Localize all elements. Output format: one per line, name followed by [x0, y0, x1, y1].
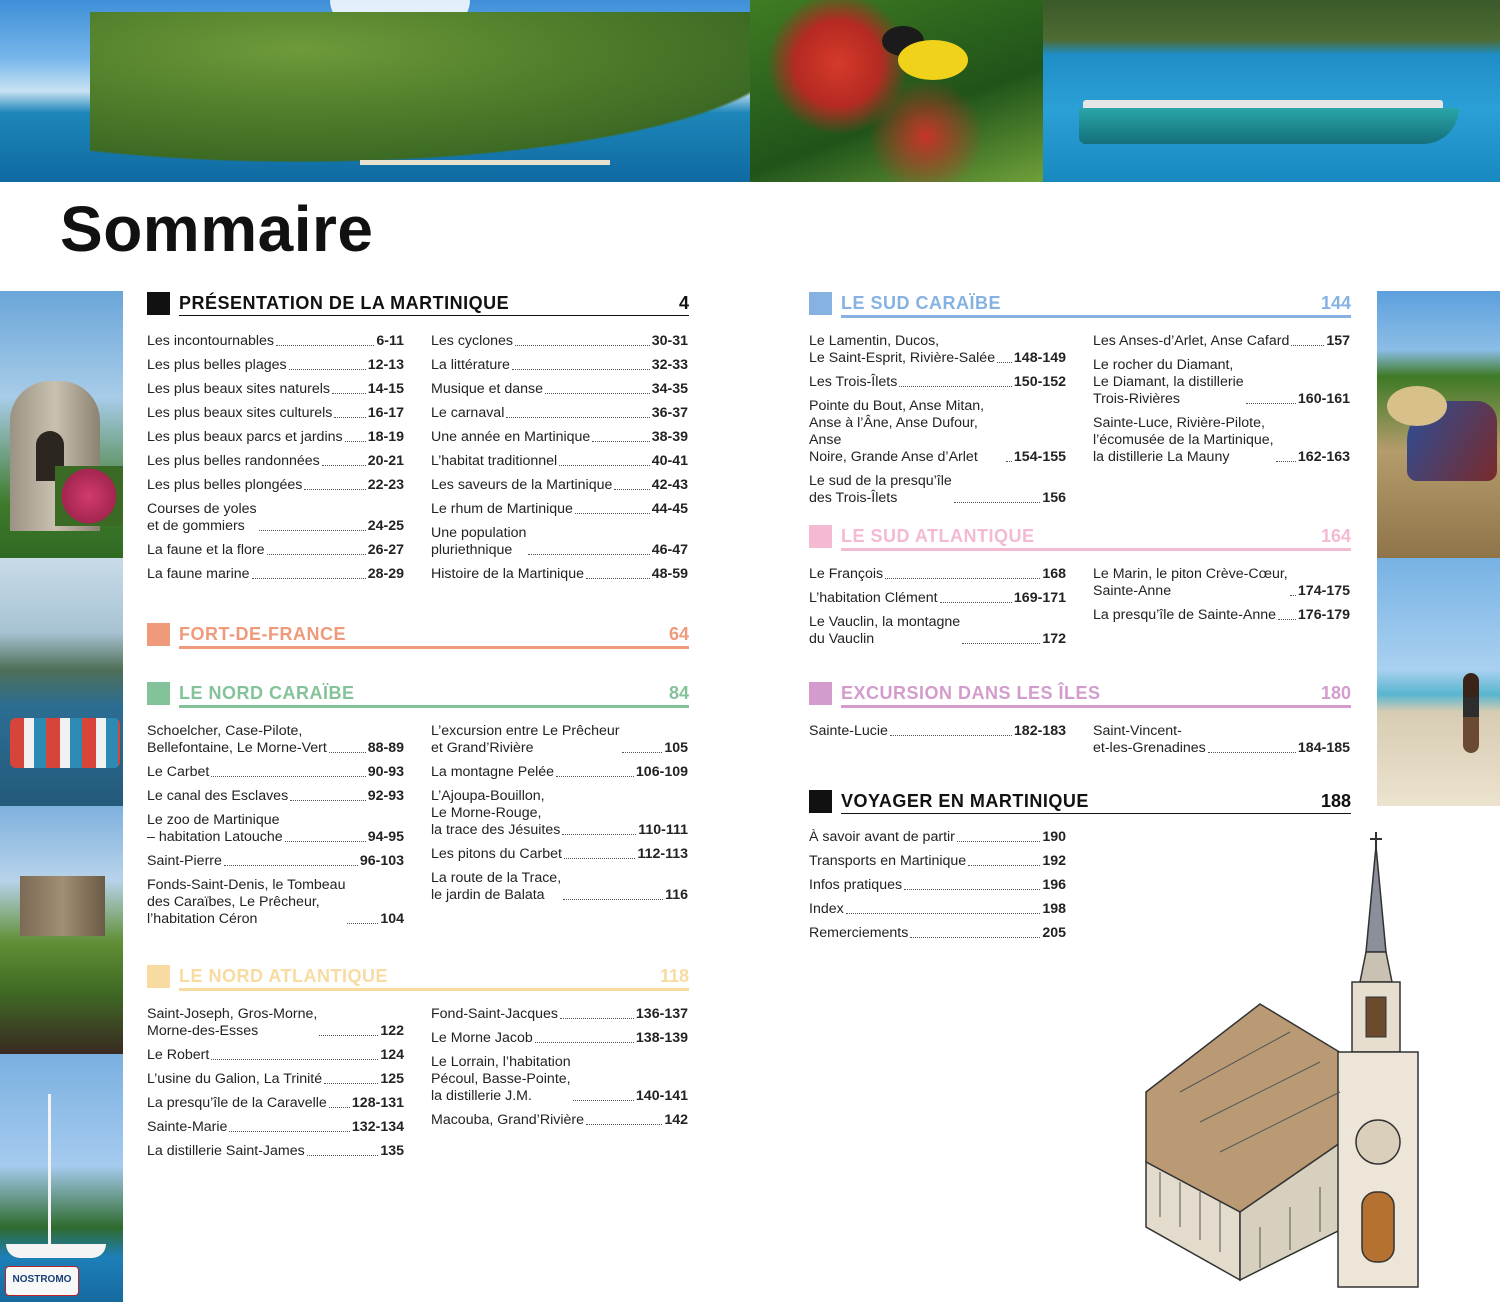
toc-entry[interactable] — [431, 405, 688, 422]
photo-ruins — [0, 806, 123, 1054]
toc-entry-title: La distillerie Saint-James — [147, 1143, 305, 1159]
toc-entry-title: L’habitat traditionnel — [431, 453, 558, 469]
toc-entry-title: À savoir avant de partir — [809, 829, 955, 845]
dot-leader — [968, 865, 1040, 866]
toc-entry-title: Le Lorrain, l’habitation Pécoul, Basse-Pointe, la distillerie J.M. — [431, 1054, 571, 1104]
toc-entry-page: 18-19 — [367, 429, 404, 445]
photo-harbor — [0, 558, 123, 806]
toc-entry[interactable] — [431, 525, 688, 559]
toc-column-excursion-right — [1093, 723, 1350, 764]
toc-entry-title: Musique et danse — [431, 381, 543, 397]
toc-entry[interactable] — [431, 357, 688, 374]
dot-leader — [1290, 595, 1296, 596]
toc-entry-page: 136-137 — [635, 1006, 688, 1022]
dot-leader — [586, 1124, 662, 1125]
dot-leader — [904, 889, 1040, 890]
toc-entry-page: 116 — [665, 887, 688, 903]
toc-entry[interactable] — [147, 812, 404, 846]
section-header-fort-de-france[interactable] — [147, 623, 689, 647]
dot-leader — [289, 369, 366, 370]
toc-entry-page: 92-93 — [367, 788, 404, 804]
toc-entry[interactable] — [431, 501, 688, 518]
toc-entry[interactable] — [147, 333, 404, 350]
photo-fishing-boat — [1043, 0, 1500, 182]
dot-leader — [345, 441, 366, 442]
section-color-square — [147, 623, 170, 646]
toc-entry-title: Fonds-Saint-Denis, le Tombeau des Caraïbes, Le Prêcheur, l’habitation Céron — [147, 877, 346, 927]
toc-entry-title: Remerciements — [809, 925, 909, 941]
dot-leader — [592, 441, 649, 442]
dot-leader — [211, 1059, 378, 1060]
toc-entry[interactable] — [809, 566, 1066, 583]
toc-entry[interactable] — [809, 333, 1066, 367]
toc-entry[interactable] — [147, 566, 404, 583]
toc-entry-title: Schoelcher, Case-Pilote, Bellefontaine, Le Morne-Vert — [147, 723, 327, 756]
section-page: 118 — [659, 966, 689, 986]
toc-entry-page: 22-23 — [367, 477, 404, 493]
toc-entry-title: Les plus beaux sites culturels — [147, 405, 333, 421]
toc-entry-page: 205 — [1042, 925, 1066, 941]
dot-leader — [515, 345, 650, 346]
dot-leader — [285, 841, 366, 842]
toc-entry-title: Les incontournables — [147, 333, 274, 349]
dot-leader — [535, 1042, 634, 1043]
dot-leader — [290, 800, 366, 801]
toc-entry-title: Pointe du Bout, Anse Mitan, Anse à l’Âne, Anse Dufour, Anse Noire, Grande Anse d’Arlet — [809, 398, 985, 465]
toc-entry-page: 125 — [380, 1071, 404, 1087]
dot-leader — [304, 489, 365, 490]
toc-entry[interactable] — [431, 870, 688, 904]
section-title: FORT-DE-FRANCE — [179, 624, 346, 644]
toc-entry-title: La littérature — [431, 357, 510, 373]
toc-entry[interactable] — [431, 1054, 688, 1105]
dot-leader — [559, 465, 649, 466]
dot-leader — [329, 1107, 350, 1108]
toc-entry-title: Les plus beaux parcs et jardins — [147, 429, 343, 445]
toc-entry[interactable] — [147, 501, 404, 535]
watermark-stamp: NOSTROMO — [5, 1266, 79, 1296]
toc-entry-page: 90-93 — [367, 764, 404, 780]
toc-column-sud-atlantique-left — [809, 566, 1066, 655]
cathedral-illustration — [1140, 832, 1460, 1292]
toc-entry-title: La presqu’île de la Caravelle — [147, 1095, 327, 1111]
dot-leader — [910, 937, 1040, 938]
toc-entry-title: Le carnaval — [431, 405, 505, 421]
toc-entry[interactable] — [147, 381, 404, 398]
toc-entry[interactable] — [809, 901, 1066, 918]
toc-entry-title: Le rocher du Diamant, Le Diamant, la distillerie Trois-Rivières — [1093, 357, 1244, 407]
section-page: 144 — [1320, 293, 1351, 313]
toc-entry[interactable] — [809, 723, 1066, 740]
toc-entry-title: Les saveurs de la Martinique — [431, 477, 613, 493]
toc-entry-page: 135 — [380, 1143, 404, 1159]
toc-entry-page: 196 — [1042, 877, 1066, 893]
toc-entry-title: La presqu’île de Sainte-Anne — [1093, 607, 1276, 623]
section-color-square — [147, 682, 170, 705]
dot-leader — [229, 1131, 349, 1132]
dot-leader — [885, 578, 1040, 579]
toc-entry-page: 16-17 — [367, 405, 404, 421]
toc-entry[interactable] — [1093, 723, 1350, 757]
toc-entry-page: 192 — [1042, 853, 1066, 869]
toc-entry-page: 112-113 — [637, 846, 688, 862]
toc-entry[interactable] — [147, 764, 404, 781]
section-page: 164 — [1320, 526, 1351, 546]
toc-entry-page: 124 — [380, 1047, 404, 1063]
toc-entry-title: Les plus belles randonnées — [147, 453, 320, 469]
toc-entry[interactable] — [1093, 607, 1350, 624]
toc-entry[interactable] — [431, 477, 688, 494]
toc-entry[interactable] — [147, 542, 404, 559]
toc-entry-page: 94-95 — [367, 829, 404, 845]
toc-entry[interactable] — [147, 1119, 404, 1136]
dot-leader — [252, 578, 366, 579]
toc-entry-page: 40-41 — [651, 453, 688, 469]
dot-leader — [329, 752, 366, 753]
toc-entry[interactable] — [431, 1112, 688, 1129]
toc-entry-title: Le François — [809, 566, 884, 582]
toc-entry-title: Les Anses-d’Arlet, Anse Cafard — [1093, 333, 1290, 349]
section-page: 188 — [1320, 791, 1351, 811]
toc-entry-page: 42-43 — [651, 477, 688, 493]
toc-entry-page: 110-111 — [638, 822, 688, 838]
toc-entry-page: 14-15 — [367, 381, 404, 397]
toc-entry-page: 174-175 — [1297, 583, 1350, 599]
toc-column-excursion-left — [809, 723, 1066, 747]
toc-entry-title: Les pitons du Carbet — [431, 846, 562, 862]
toc-entry-page: 184-185 — [1297, 740, 1350, 756]
photo-coastline-hill — [0, 0, 750, 182]
dot-leader — [940, 602, 1012, 603]
toc-entry-title: Le Morne Jacob — [431, 1030, 533, 1046]
dot-leader — [899, 386, 1012, 387]
toc-entry[interactable] — [431, 764, 688, 781]
dot-leader — [528, 554, 649, 555]
toc-entry-title: Le Vauclin, la montagne du Vauclin — [809, 614, 961, 647]
toc-entry-title: Les cyclones — [431, 333, 514, 349]
toc-entry-title: Saint-Vincent- et-les-Grenadines — [1093, 723, 1206, 756]
toc-entry-title: La route de la Trace, le jardin de Balata — [431, 870, 562, 903]
dot-leader — [1276, 461, 1296, 462]
dot-leader — [506, 417, 649, 418]
toc-entry-page: 162-163 — [1297, 449, 1350, 465]
dot-leader — [332, 393, 366, 394]
dot-leader — [319, 1035, 378, 1036]
toc-entry[interactable] — [147, 788, 404, 805]
dot-leader — [512, 369, 650, 370]
dot-leader — [962, 643, 1040, 644]
dot-leader — [322, 465, 366, 466]
dot-leader — [563, 899, 663, 900]
dot-leader — [564, 858, 636, 859]
section-header-nord-atlantique[interactable] — [147, 965, 689, 989]
toc-entry-page: 148-149 — [1013, 350, 1066, 366]
toc-column-nord-atlantique-left — [147, 1006, 404, 1167]
toc-entry-page: 142 — [664, 1112, 688, 1128]
toc-entry[interactable] — [147, 1047, 404, 1064]
dot-leader — [586, 578, 650, 579]
section-color-square — [809, 682, 832, 705]
toc-column-presentation-left — [147, 333, 404, 590]
photo-beach-walker — [1377, 558, 1500, 806]
toc-entry-page: 48-59 — [651, 566, 688, 582]
toc-entry[interactable] — [431, 566, 688, 583]
toc-entry[interactable] — [1093, 566, 1350, 600]
toc-entry-page: 156 — [1042, 490, 1066, 506]
toc-column-voyager — [809, 829, 1066, 949]
toc-entry-page: 128-131 — [351, 1095, 404, 1111]
dot-leader — [957, 841, 1040, 842]
section-color-square — [809, 790, 832, 813]
dot-leader — [259, 530, 366, 531]
toc-entry-title: Les plus belles plages — [147, 357, 287, 373]
toc-entry-page: 140-141 — [635, 1088, 688, 1104]
section-color-square — [147, 292, 170, 315]
section-title: VOYAGER EN MARTINIQUE — [841, 791, 1089, 811]
dot-leader — [276, 345, 374, 346]
toc-entry[interactable] — [431, 1030, 688, 1047]
dot-leader — [556, 776, 634, 777]
toc-entry-page: 122 — [380, 1023, 404, 1039]
toc-entry[interactable] — [147, 477, 404, 494]
toc-entry-page: 132-134 — [351, 1119, 404, 1135]
toc-entry-page: 6-11 — [376, 333, 404, 349]
toc-entry[interactable] — [809, 473, 1066, 507]
toc-entry-title: Sainte-Lucie — [809, 723, 888, 739]
toc-entry[interactable] — [147, 405, 404, 422]
toc-entry-title: Les plus beaux sites naturels — [147, 381, 330, 397]
dot-leader — [1208, 752, 1296, 753]
section-page: 180 — [1320, 683, 1351, 703]
toc-entry[interactable] — [809, 925, 1066, 942]
toc-entry-page: 104 — [380, 911, 404, 927]
toc-entry-title: Le canal des Esclaves — [147, 788, 289, 804]
toc-entry-title: L’habitation Clément — [809, 590, 938, 606]
toc-entry[interactable] — [431, 429, 688, 446]
toc-entry-title: Fond-Saint-Jacques — [431, 1006, 558, 1022]
toc-entry[interactable] — [147, 853, 404, 870]
toc-entry-title: Le zoo de Martinique – habitation Latouche — [147, 812, 283, 845]
toc-entry[interactable] — [1093, 333, 1350, 350]
toc-entry-title: Une population pluriethnique — [431, 525, 527, 558]
section-color-square — [809, 525, 832, 548]
toc-entry-page: 30-31 — [651, 333, 688, 349]
section-header-sud-atlantique[interactable] — [809, 525, 1351, 549]
section-title: PRÉSENTATION DE LA MARTINIQUE — [179, 293, 510, 313]
toc-entry[interactable] — [147, 877, 404, 928]
dot-leader — [334, 417, 365, 418]
toc-column-nord-caraibe-left — [147, 723, 404, 935]
toc-entry[interactable] — [809, 398, 1066, 466]
toc-entry-page: 105 — [664, 740, 688, 756]
toc-entry-page: 44-45 — [651, 501, 688, 517]
toc-entry-title: La faune et la flore — [147, 542, 265, 558]
toc-entry-title: Le Marin, le piton Crève-Cœur, Sainte-Anne — [1093, 566, 1288, 599]
photo-bird-flowers — [750, 0, 1043, 182]
photo-sailboat — [0, 1054, 123, 1302]
toc-entry-page: 96-103 — [359, 853, 404, 869]
dot-leader — [573, 1100, 634, 1101]
toc-entry-page: 150-152 — [1013, 374, 1066, 390]
toc-entry[interactable] — [431, 453, 688, 470]
toc-entry-title: Courses de yoles et de gommiers — [147, 501, 257, 534]
toc-entry-title: Le Robert — [147, 1047, 210, 1063]
toc-entry-page: 26-27 — [367, 542, 404, 558]
toc-entry-title: Macouba, Grand’Rivière — [431, 1112, 584, 1128]
dot-leader — [324, 1083, 378, 1084]
toc-entry-title: Transports en Martinique — [809, 853, 967, 869]
dot-leader — [267, 554, 366, 555]
toc-entry[interactable] — [431, 333, 688, 350]
toc-entry-title: L’usine du Galion, La Trinité — [147, 1071, 323, 1087]
section-header-nord-caraibe[interactable] — [147, 682, 689, 706]
toc-entry[interactable] — [809, 829, 1066, 846]
toc-entry-title: La montagne Pelée — [431, 764, 555, 780]
toc-entry-title: Saint-Pierre — [147, 853, 222, 869]
toc-column-sud-caraibe-right — [1093, 333, 1350, 473]
toc-entry-title: Une année en Martinique — [431, 429, 591, 445]
toc-entry-page: 157 — [1326, 333, 1350, 349]
toc-entry[interactable] — [809, 614, 1066, 648]
photo-worker-field — [1377, 291, 1500, 558]
toc-entry[interactable] — [147, 1095, 404, 1112]
toc-entry[interactable] — [809, 853, 1066, 870]
page-title: Sommaire — [60, 193, 374, 265]
dot-leader — [1291, 345, 1324, 346]
dot-leader — [1246, 403, 1296, 404]
toc-entry-page: 176-179 — [1297, 607, 1350, 623]
toc-entry[interactable] — [431, 381, 688, 398]
toc-entry[interactable] — [147, 1143, 404, 1160]
dot-leader — [347, 923, 378, 924]
toc-entry[interactable] — [147, 453, 404, 470]
toc-entry[interactable] — [809, 590, 1066, 607]
toc-entry[interactable] — [147, 1071, 404, 1088]
toc-entry[interactable] — [809, 877, 1066, 894]
toc-entry-page: 154-155 — [1013, 449, 1066, 465]
section-color-square — [809, 292, 832, 315]
dot-leader — [614, 489, 649, 490]
toc-entry[interactable] — [147, 723, 404, 757]
toc-entry-page: 138-139 — [635, 1030, 688, 1046]
dot-leader — [562, 834, 636, 835]
section-title: LE NORD CARAÏBE — [179, 683, 355, 703]
toc-entry-page: 36-37 — [651, 405, 688, 421]
dot-leader — [622, 752, 663, 753]
dot-leader — [1006, 461, 1012, 462]
toc-entry-title: Le sud de la presqu’île des Trois-Îlets — [809, 473, 952, 506]
section-header-voyager[interactable] — [809, 790, 1351, 814]
toc-entry-title: Index — [809, 901, 844, 917]
toc-entry[interactable] — [147, 1006, 404, 1040]
dot-leader — [560, 1018, 634, 1019]
toc-column-nord-caraibe-right — [431, 723, 688, 911]
photo-windmill — [0, 291, 123, 558]
toc-entry[interactable] — [431, 846, 688, 863]
toc-entry-page: 168 — [1042, 566, 1066, 582]
section-color-square — [147, 965, 170, 988]
toc-entry-page: 198 — [1042, 901, 1066, 917]
section-page: 64 — [668, 624, 689, 644]
dot-leader — [890, 735, 1012, 736]
toc-entry-page: 182-183 — [1013, 723, 1066, 739]
toc-entry[interactable] — [431, 1006, 688, 1023]
toc-entry-title: Les Trois-Îlets — [809, 374, 898, 390]
toc-entry-title: L’Ajoupa-Bouillon, Le Morne-Rouge, la trace des Jésuites — [431, 788, 561, 838]
toc-entry-page: 34-35 — [651, 381, 688, 397]
toc-column-nord-atlantique-right — [431, 1006, 688, 1136]
dot-leader — [1278, 619, 1296, 620]
dot-leader — [545, 393, 650, 394]
section-page: 4 — [678, 293, 689, 313]
toc-entry-page: 160-161 — [1297, 391, 1350, 407]
dot-leader — [307, 1155, 379, 1156]
section-header-presentation[interactable] — [147, 292, 689, 316]
dot-leader — [954, 502, 1041, 503]
toc-column-sud-caraibe-left — [809, 333, 1066, 514]
toc-entry-page: 28-29 — [367, 566, 404, 582]
toc-entry[interactable] — [147, 429, 404, 446]
toc-entry-page: 24-25 — [367, 518, 404, 534]
toc-entry-page: 20-21 — [367, 453, 404, 469]
dot-leader — [997, 362, 1012, 363]
section-title: LE SUD ATLANTIQUE — [841, 526, 1035, 546]
toc-entry-page: 38-39 — [651, 429, 688, 445]
toc-column-presentation-right — [431, 333, 688, 590]
toc-entry-title: Les plus belles plongées — [147, 477, 303, 493]
section-header-excursion[interactable] — [809, 682, 1351, 706]
toc-entry-page: 169-171 — [1013, 590, 1066, 606]
toc-entry-title: Le Carbet — [147, 764, 210, 780]
toc-entry-page: 190 — [1042, 829, 1066, 845]
toc-entry-title: Histoire de la Martinique — [431, 566, 584, 582]
toc-entry[interactable] — [147, 357, 404, 374]
toc-entry-page: 106-109 — [635, 764, 688, 780]
toc-entry-title: Le rhum de Martinique — [431, 501, 573, 517]
section-title: LE SUD CARAÏBE — [841, 293, 1002, 313]
toc-entry-title: La faune marine — [147, 566, 250, 582]
section-page: 84 — [668, 683, 689, 703]
dot-leader — [224, 865, 358, 866]
toc-entry[interactable] — [1093, 357, 1350, 408]
toc-entry[interactable] — [1093, 415, 1350, 466]
section-title: EXCURSION DANS LES ÎLES — [841, 683, 1101, 703]
toc-entry[interactable] — [431, 723, 688, 757]
dot-leader — [211, 776, 365, 777]
dot-leader — [575, 513, 650, 514]
toc-entry[interactable] — [431, 788, 688, 839]
toc-entry-title: Infos pratiques — [809, 877, 903, 893]
toc-entry-page: 172 — [1042, 631, 1066, 647]
toc-column-sud-atlantique-right — [1093, 566, 1350, 631]
toc-entry-page: 32-33 — [651, 357, 688, 373]
toc-entry-title: L’excursion entre Le Prêcheur et Grand’Rivière — [431, 723, 620, 756]
section-title: LE NORD ATLANTIQUE — [179, 966, 388, 986]
toc-entry-title: Sainte-Luce, Rivière-Pilote, l’écomusée de la Martinique, la distillerie La Mauny — [1093, 415, 1274, 465]
toc-entry-page: 46-47 — [651, 542, 688, 558]
toc-entry-title: Le Lamentin, Ducos, Le Saint-Esprit, Rivière-Salée — [809, 333, 996, 366]
toc-entry-title: Saint-Joseph, Gros-Morne, Morne-des-Esses — [147, 1006, 318, 1039]
dot-leader — [846, 913, 1041, 914]
toc-entry-title: Sainte-Marie — [147, 1119, 228, 1135]
toc-entry[interactable] — [809, 374, 1066, 391]
section-header-sud-caraibe[interactable] — [809, 292, 1351, 316]
toc-entry-page: 88-89 — [367, 740, 404, 756]
toc-entry-page: 12-13 — [367, 357, 404, 373]
